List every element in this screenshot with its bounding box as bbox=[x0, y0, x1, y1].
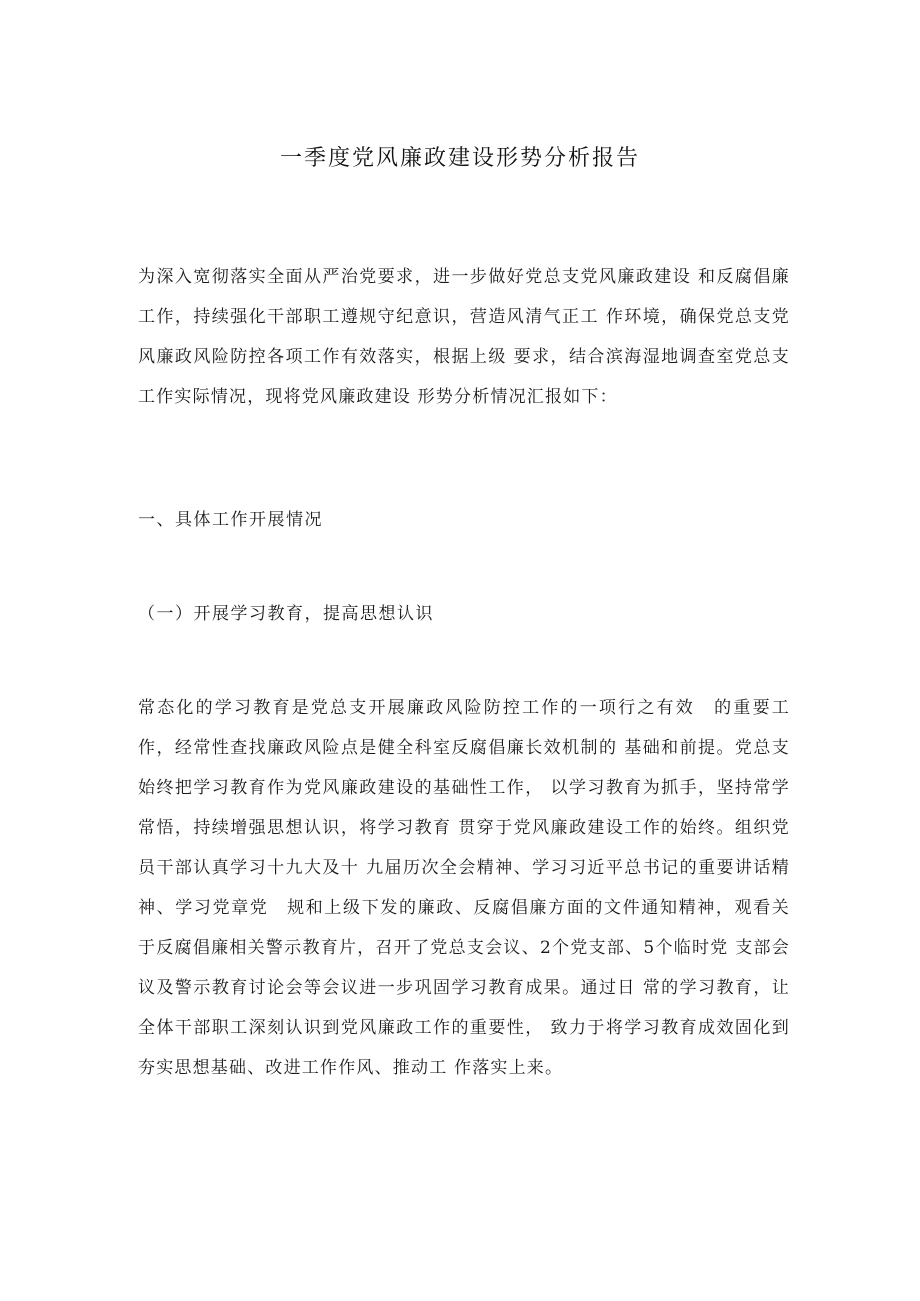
intro-paragraph: 为深入宽彻落实全面从严治党要求，进一步做好党总支党风廉政建设 和反腐倡廉工作，持续强化干部职工遵规守纪意识，营造风清气正工 作环境，确保党总支党风廉政风险防控各项工作有效落实，根据上级 要求，结合滨海湿地调查室党总支工作实际情况，现将党风廉政建设 形势分析情况汇报如下： bbox=[138, 267, 790, 407]
document-title: 一季度党风廉政建设形势分析报告 bbox=[279, 146, 640, 171]
subsection-body-paragraph: 常态化的学习教育是党总支开展廉政风险防控工作的一项行之有效 的重要工作，经常性查找廉政风险点是健全科室反腐倡廉长效机制的 基础和前提。党总支始终把学习教育作为党风廉政建设的基础性工作， 以学习教育为抓手，坚持常学常悟，持续增强思想认识，将学习教育 贯穿于党风廉政建设工作的始终。组织党员干部认真学习十九大及十 九届历次全会精神、学习习近平总书记的重要讲话精神、学习党章党 规和上级下发的廉政、反腐倡廉方面的文件通知精神，观看关于反腐倡廉相关警示教育片，召开了党总支会议、2个党支部、5个临时党 支部会议及警示教育讨论会等会议进一步巩固学习教育成果。通过日 常的学习教育，让全体干部职工深刻认识到党风廉政工作的重要性， 致力于将学习教育成效固化到夯实思想基础、改进工作作风、推动工 作落实上来。 bbox=[138, 698, 790, 1078]
subsection-heading: （一）开展学习教育，提高思想认识 bbox=[138, 604, 434, 624]
section-heading: 一、具体工作开展情况 bbox=[138, 510, 323, 530]
